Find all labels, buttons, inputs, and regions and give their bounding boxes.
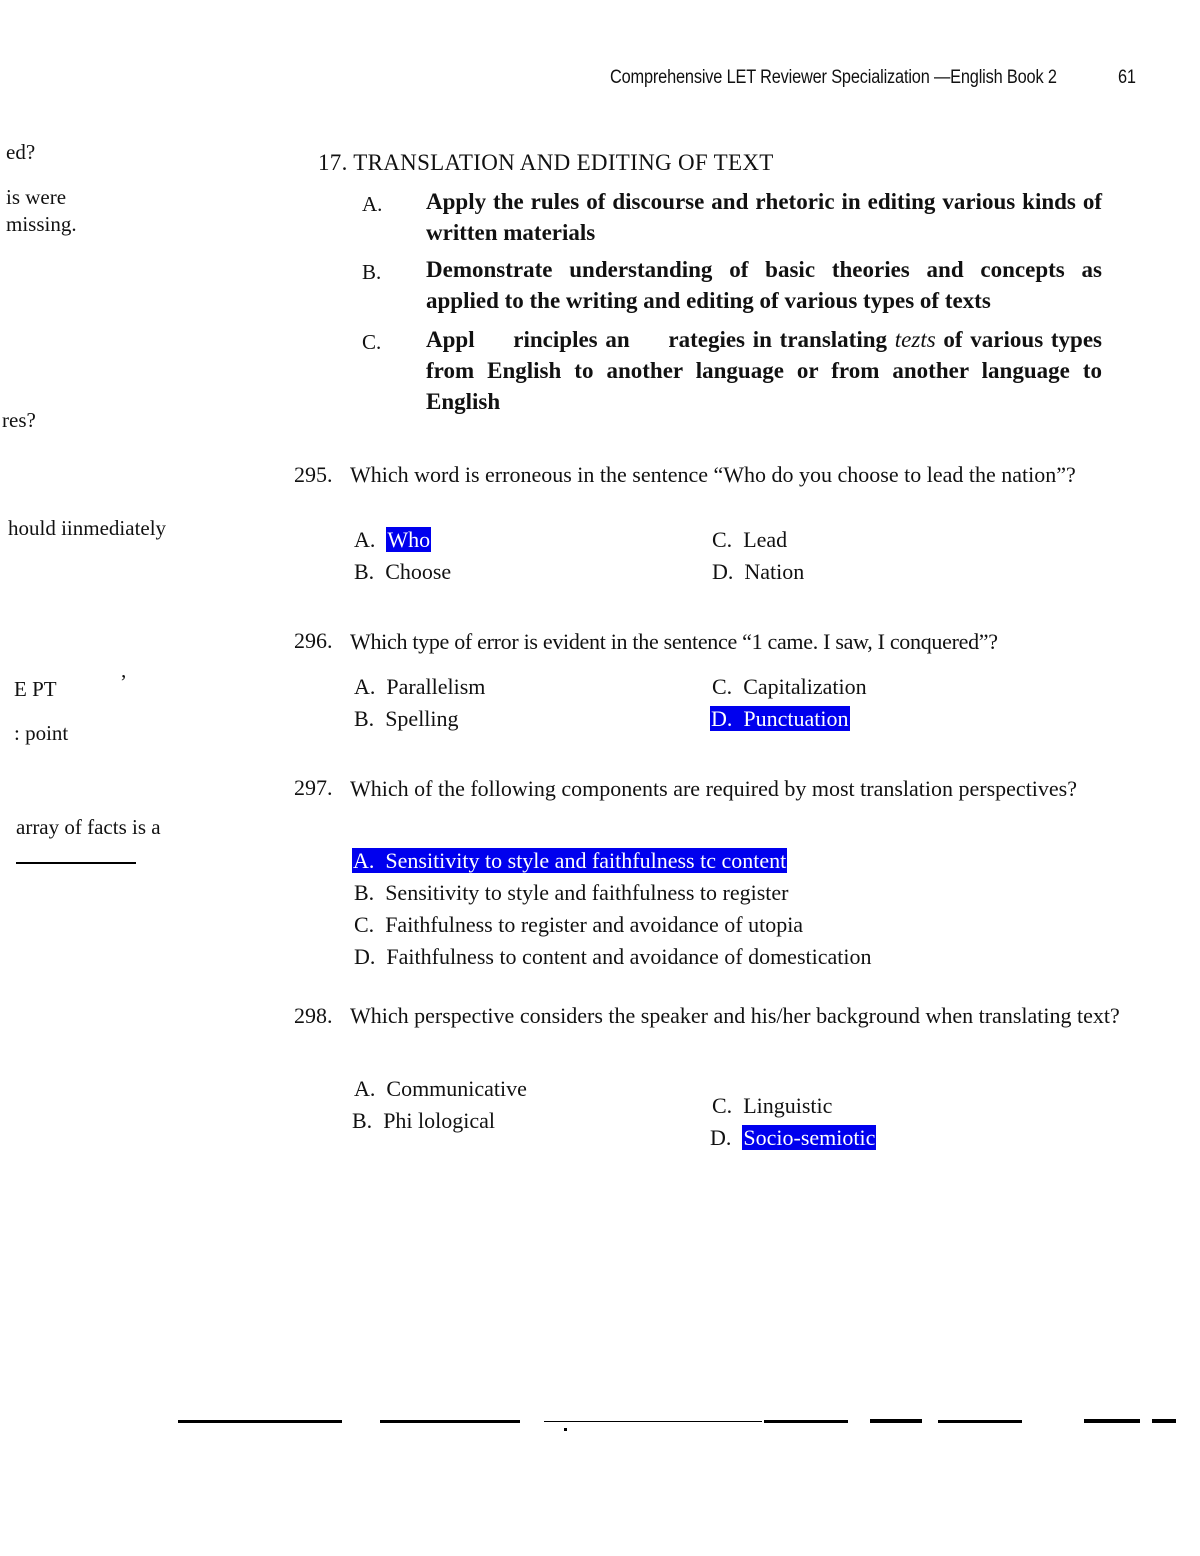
footer-rule bbox=[544, 1421, 762, 1422]
footer-rule bbox=[938, 1420, 1022, 1423]
margin-fragment: is were bbox=[6, 185, 67, 209]
footer-rule bbox=[1084, 1419, 1140, 1423]
footer-dot bbox=[564, 1428, 567, 1431]
option[interactable] bbox=[710, 706, 850, 732]
question-text: Which of the following components are required by most translation perspectives? bbox=[350, 776, 1078, 801]
option[interactable]: A. Communicative bbox=[354, 1076, 527, 1101]
footer-rule bbox=[870, 1419, 922, 1423]
question-text: Which word is erroneous in the sentence “Who do you choose to lead the nation”? bbox=[350, 462, 1076, 487]
objective-letter: C. bbox=[362, 330, 382, 354]
option[interactable]: C. Faithfulness to register and avoidance of utopia bbox=[354, 912, 804, 937]
margin-fragment: : point bbox=[14, 721, 69, 745]
margin-fragment: ’ bbox=[120, 670, 127, 694]
answer-highlight: Who bbox=[387, 527, 431, 552]
option[interactable]: B. Choose bbox=[354, 559, 452, 584]
margin-fragment: res? bbox=[2, 408, 36, 432]
question-number: 295. bbox=[294, 462, 333, 487]
option[interactable] bbox=[352, 848, 787, 874]
option[interactable]: D. Nation bbox=[712, 559, 805, 584]
question-number: 296. bbox=[294, 628, 333, 653]
answer-highlight: D. Punctuation bbox=[711, 706, 849, 731]
margin-fragment: E PT bbox=[14, 677, 57, 701]
answer-highlight: Socio-semiotic bbox=[743, 1125, 876, 1150]
running-header: Comprehensive LET Reviewer Specialization —English Book 2 bbox=[610, 67, 1057, 88]
option[interactable]: D. Faithfulness to content and avoidance of domestication bbox=[354, 944, 872, 969]
option[interactable]: A. Who bbox=[354, 527, 431, 552]
footer-rule bbox=[764, 1420, 848, 1423]
objective-letter: A. bbox=[362, 192, 383, 216]
question-number: 298. bbox=[294, 1003, 333, 1028]
footer-rule bbox=[380, 1420, 520, 1423]
option[interactable]: C. Lead bbox=[712, 527, 788, 552]
margin-fragment: missing. bbox=[6, 212, 77, 236]
question-text: Which type of error is evident in the sentence “1 came. I saw, I conquered”? bbox=[350, 629, 998, 654]
option[interactable]: B. Sensitivity to style and faithfulness to register bbox=[354, 880, 789, 905]
question-text: Which perspective considers the speaker and his/her background when translating text? bbox=[350, 1003, 1120, 1028]
footer-rule bbox=[178, 1420, 342, 1423]
margin-fragment: hould iinmediately bbox=[8, 516, 167, 540]
option[interactable]: B. Spelling bbox=[354, 706, 459, 731]
footer-rule bbox=[1152, 1419, 1176, 1423]
option[interactable]: B. Phi lological bbox=[352, 1108, 496, 1133]
objective-text: Demonstrate understanding of basic theories and concepts as applied to the writing and editing of various types of texts bbox=[426, 257, 1102, 313]
option[interactable]: C. Linguistic bbox=[712, 1093, 833, 1118]
margin-rule bbox=[16, 862, 136, 864]
question-number: 297. bbox=[294, 775, 333, 800]
option[interactable]: D. Socio-semiotic bbox=[710, 1125, 876, 1150]
objective-letter: B. bbox=[362, 260, 382, 284]
page-number: 61 bbox=[1118, 67, 1136, 88]
option[interactable]: A. Parallelism bbox=[354, 674, 486, 699]
section-title: 17. TRANSLATION AND EDITING OF TEXT bbox=[318, 150, 774, 175]
objective-text: Appl rinciples an rategies in translating tezts of various types from English to another language or from another language to English bbox=[426, 327, 1103, 414]
margin-fragment: array of facts is a bbox=[16, 815, 161, 839]
objective-text: Apply the rules of discourse and rhetoric in editing various kinds of written materials bbox=[426, 189, 1102, 245]
option[interactable]: C. Capitalization bbox=[712, 674, 867, 699]
margin-fragment: ed? bbox=[6, 140, 36, 164]
answer-highlight: A. Sensitivity to style and faithfulness tc content bbox=[353, 848, 787, 873]
